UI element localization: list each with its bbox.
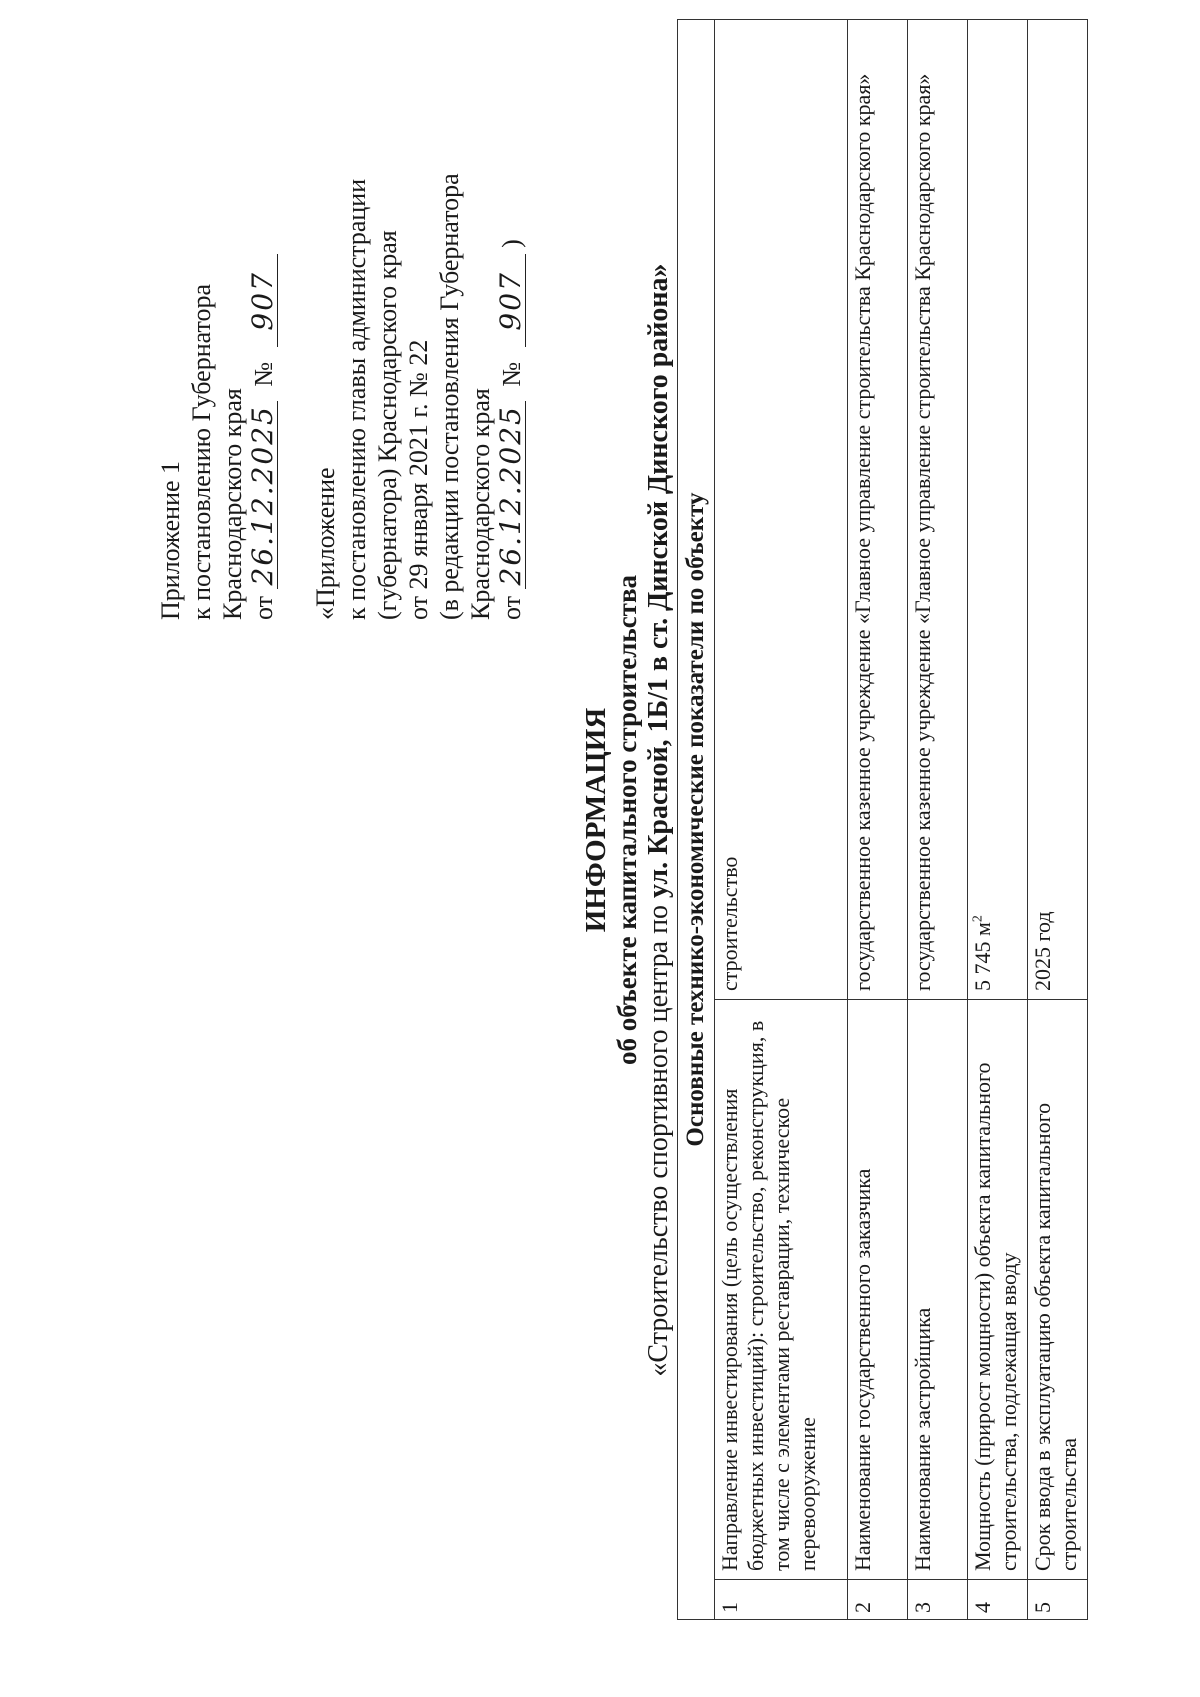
table-row xyxy=(908,19,968,1619)
row-value-text: 5 745 м xyxy=(970,922,995,991)
table-header: Основные технико-экономические показатели по объекту xyxy=(678,19,715,1619)
row-number: 4 xyxy=(968,1580,1028,1620)
appendix-2-block xyxy=(310,40,527,620)
appendix-1-line-3: Краснодарского края xyxy=(218,388,247,620)
appendix-2-line-5: (в редакции постановления Губернатора xyxy=(435,173,464,620)
row-number: 1 xyxy=(715,1580,848,1620)
row-label: Срок ввода в эксплуатацию объекта капитального строительства xyxy=(1028,1000,1088,1580)
appendix-1-block xyxy=(155,40,279,620)
object-name-bold: ул. Красной, 1Б/1 в ст. Динской Динского района» xyxy=(643,263,674,898)
row-label: Наименование застройщика xyxy=(908,1000,968,1580)
appendix-2-line-3: (губернатора) Краснодарского края xyxy=(373,230,402,620)
table-row xyxy=(1028,19,1088,1619)
number-sign: № xyxy=(497,361,526,387)
row-label: Наименование государственного заказчика xyxy=(848,1000,908,1580)
appendix-1-line-1: Приложение 1 xyxy=(156,460,185,620)
handwritten-number: 907 xyxy=(497,254,526,347)
indicators-table xyxy=(677,19,1088,1620)
row-number: 2 xyxy=(848,1580,908,1620)
table-row xyxy=(715,19,848,1619)
document-subtitle: об объекте капитального строительства xyxy=(612,574,642,1066)
appendix-2-line-6: Краснодарского края xyxy=(466,388,495,620)
appendix-1-line-2: к постановлению Губернатора xyxy=(187,283,216,620)
document-page xyxy=(25,20,1165,1660)
document-title: ИНФОРМАЦИЯ xyxy=(580,707,612,933)
closing-parenthesis: ) xyxy=(497,239,526,248)
row-value: строительство xyxy=(715,19,848,999)
handwritten-date: 26.12.2025 xyxy=(497,401,526,589)
handwritten-number: 907 xyxy=(249,254,278,347)
row-label: Мощность (прирост мощности) объекта капитального строительства, подлежащая вводу xyxy=(968,1000,1028,1580)
row-number: 3 xyxy=(908,1580,968,1620)
row-value: государственное казенное учреждение «Главное управление строительства Краснодарского края» xyxy=(848,19,908,999)
appendix-2-line-2: к постановлению главы администрации xyxy=(342,178,371,620)
number-sign: № xyxy=(249,361,278,387)
table-header-row xyxy=(678,19,715,1619)
object-name-start: «Строительство спортивного центра по xyxy=(643,897,674,1377)
row-number: 5 xyxy=(1028,1580,1088,1620)
date-prefix: от xyxy=(497,595,526,620)
row-value xyxy=(968,19,1028,999)
appendix-1-date-line xyxy=(248,40,279,620)
appendix-2-line-4: от 29 января 2021 г. № 22 xyxy=(404,339,433,620)
object-name xyxy=(643,20,675,1620)
table-row xyxy=(848,19,908,1619)
handwritten-date: 26.12.2025 xyxy=(249,401,278,589)
table-row xyxy=(968,19,1028,1619)
row-value: 2025 год xyxy=(1028,19,1088,999)
unit-superscript: 2 xyxy=(970,915,986,923)
date-prefix: от xyxy=(249,595,278,620)
appendix-2-date-line xyxy=(496,40,527,620)
document-titles xyxy=(580,20,675,1620)
row-label: Направление инвестирования (цель осуществления бюджетных инвестиций): строительство, реконструкция, в том числе с элементами реставрации, техническое перевооружение xyxy=(715,1000,848,1580)
row-value: государственное казенное учреждение «Главное управление строительства Краснодарского края» xyxy=(908,19,968,999)
appendix-2-line-1: «Приложение xyxy=(311,467,340,620)
